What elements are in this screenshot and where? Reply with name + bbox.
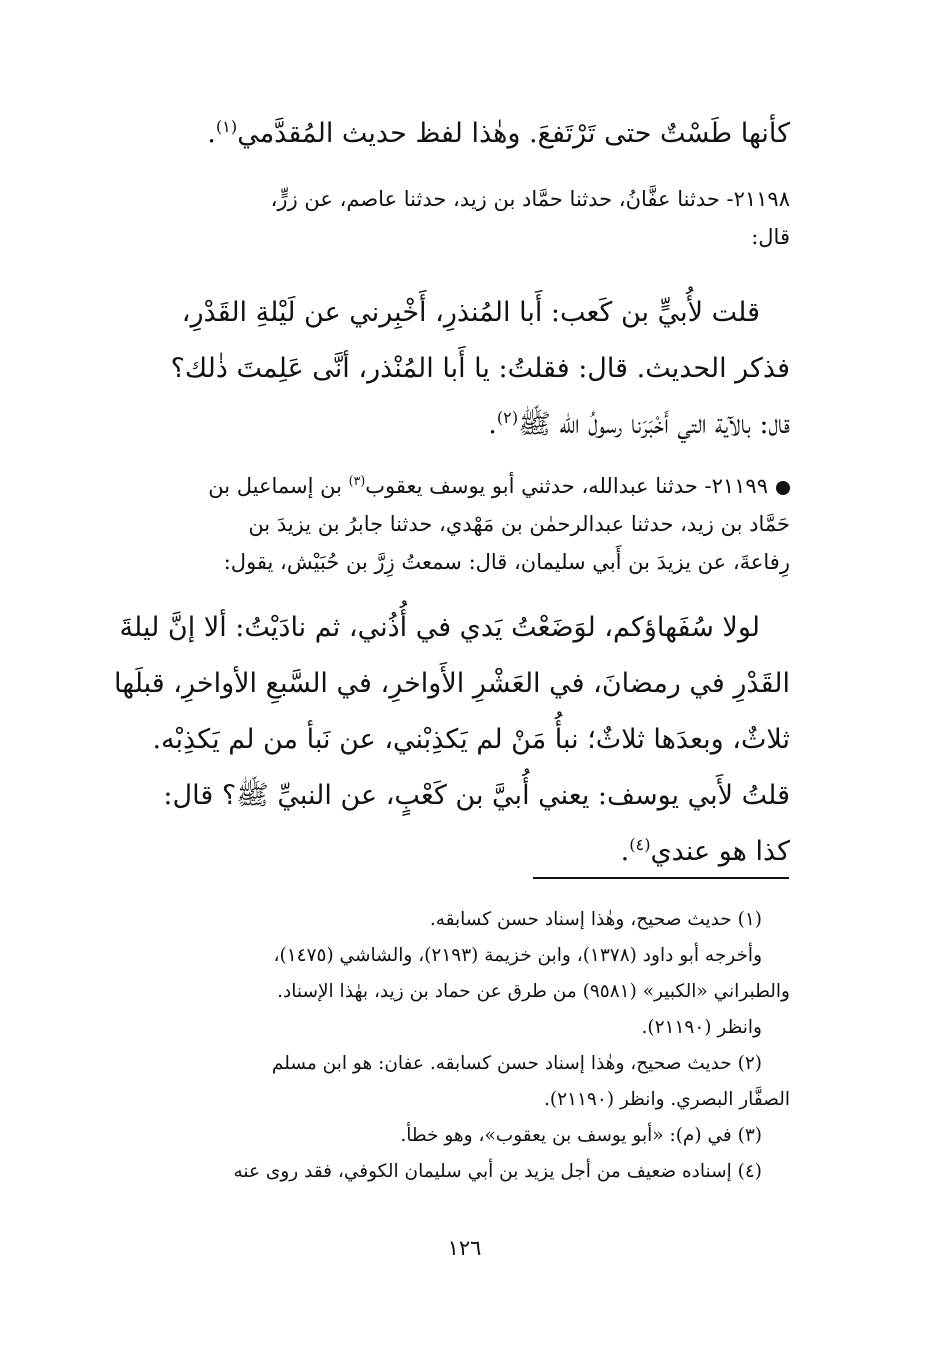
footnotes xyxy=(90,902,790,1190)
matn-line: قلت لأُبيٍّ بن كَعب: أَبا المُنذرِ، أَخْبِرني عن لَيْلةِ القَدْرِ، xyxy=(181,297,760,328)
footnote-ref-1: (١) xyxy=(215,117,238,136)
footnote-ref-2: (٢) xyxy=(496,408,519,427)
footnote-ref-4: (٤) xyxy=(629,835,651,854)
isnad-line: رِفاعةَ، عن يزيدَ بن أَبي سليمان، قال: سمعتُ زِرَّ بن حُبَيْش، يقول: xyxy=(223,550,790,574)
matn-line: القَدْرِ في رمضانَ، في العَشْرِ الأَواخرِ، في السَّبعِ الأواخرِ، قبلَها xyxy=(114,668,790,699)
hadith-21199-isnad xyxy=(90,467,790,581)
hadith-21198-text xyxy=(88,285,790,453)
matn-line: كذا هو عندي$^{(٤)}$. xyxy=(620,835,790,867)
footnote-4-line: (٤) إسناده ضعيف من أجل يزيد بن أبي سليمان الكوفي، فقد روى عنه xyxy=(233,1161,762,1182)
isnad-line: حَمَّاد بن زيد، حدثنا عبدالرحمٰن بن مَهْدي، حدثنا جابرُ بن يزيدَ بن xyxy=(248,512,790,536)
footnote-divider xyxy=(533,877,789,879)
intro-line: كأنها طَسْتٌ حتى تَرْتَفعَ. وهٰذا لفظ حديث المُقدَّمي$^{(١)}$. xyxy=(207,117,790,149)
matn-line: فذكر الحديث. قال: فقلتُ: يا أَبا المُنْذر، أنَّى عَلِمتَ ذٰلك؟ xyxy=(170,353,790,384)
isnad-line: قال: xyxy=(751,225,790,249)
footnote-1-line: (١) حديث صحيح، وهٰذا إسناد حسن كسابقه. xyxy=(429,909,762,930)
matn-line: قلتُ لأَبي يوسف: يعني أُبيَّ بن كَعْبٍ، عن النبيِّ ﷺ؟ قال: xyxy=(163,780,790,811)
page-number: ١٢٦ xyxy=(447,1236,482,1260)
footnote-1-line: وانظر (٢١١٩٠). xyxy=(641,1017,762,1038)
hadith-21199-text xyxy=(88,600,790,880)
hadith-21198-isnad xyxy=(90,180,790,256)
intro-paragraph xyxy=(150,106,790,162)
footnote-1-line: وأخرجه أبو داود (١٣٧٨)، وابن خزيمة (٢١٩٣)، والشاشي (١٤٧٥)، xyxy=(273,945,762,966)
footnote-3-line: (٣) في (م): «أبو يوسف بن يعقوب»، وهو خطأ. xyxy=(400,1125,762,1146)
matn-line: لولا سُفَهاؤكم، لوَضَعْتُ يَدي في أُذُني، ثم نادَيْتُ: ألا إنَّ ليلةَ xyxy=(119,612,760,643)
footnote-2-line: (٢) حديث صحيح، وهٰذا إسناد حسن كسابقه. عفان: هو ابن مسلم xyxy=(271,1053,762,1074)
footnote-1-line: والطبراني «الكبير» (٩٥٨١) من طرق عن حماد بن زيد، بهٰذا الإسناد. xyxy=(277,981,790,1002)
bullet-icon xyxy=(776,481,790,495)
isnad-line: ٢١١٩٩- حدثنا عبدالله، حدثني أبو يوسف يعقوب$^{(٣)}$ بن إسماعيل بن xyxy=(90,467,790,505)
footnote-ref-3: (٣) xyxy=(348,473,366,488)
matn-line: ثلاثٌ، وبعدَها ثلاثٌ؛ نبأُ مَنْ لم يَكذِبْني، عن نَبأ من لم يَكذِبْه. xyxy=(152,724,790,755)
isnad-line: ٢١١٩٨- حدثنا عفَّانُ، حدثنا حمَّاد بن زيد، حدثنا عاصم، عن زرٍّ، xyxy=(270,187,790,211)
footnote-2-line: الصفَّار البصري. وانظر (٢١١٩٠). xyxy=(544,1089,790,1110)
matn-line: قال: بالآية التي أَخْبَرَنا رسولُ الله ﷺ$^{(٢)}$. xyxy=(488,408,790,440)
